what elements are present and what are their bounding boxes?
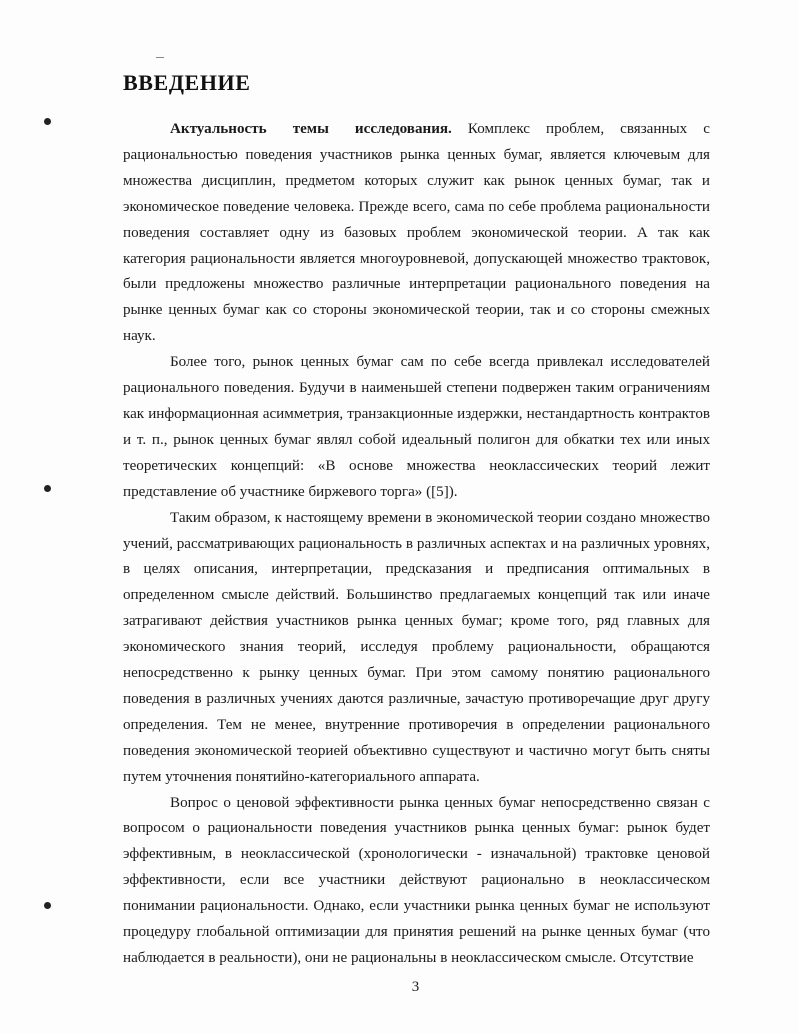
section-title: ВВЕДЕНИЕ bbox=[123, 70, 251, 95]
paragraph bbox=[123, 117, 710, 350]
lead-in-heading: Актуальность темы исследования. bbox=[170, 121, 452, 137]
binder-hole-dot bbox=[44, 902, 51, 909]
paragraph: Вопрос о ценовой эффективности рынка ценных бумаг непосредственно связан с вопросом о рациональности поведения участников рынка ценных бумаг: рынок будет эффективным, в неоклассической (хронологически - изначальной) трактовке ценовой эффективности, если все участники действуют рационально в неоклассическом понимании рациональности. Однако, если участники рынка ценных бумаг не используют процедуру глобальной оптимизации для принятия решений на рынке ценных бумаг (что наблюдается в реальности), они не рациональны в неоклассическом смысле. Отсутствие bbox=[123, 794, 710, 966]
body-text bbox=[123, 117, 710, 972]
paragraph: Более того, рынок ценных бумаг сам по себе всегда привлекал исследователей рационального поведения. Будучи в наименьшей степени подвержен таким ограничениям как информационная асимметрия, транзакционные издержки, нестандартность контрактов и т. п., рынок ценных бумаг являл собой идеальный полигон для обкатки тех или иных теоретических концепций: «В основе множества неоклассических теорий лежит представление об участнике биржевого торга» ([5]). bbox=[123, 354, 710, 500]
paragraph-text: Комплекс проблем, связанных с рациональностью поведения участников рынка ценных бумаг, является ключевым для множества дисциплин, предметом которых служит как рынок ценных бумаг, так и экономическое поведение человека. Прежде всего, сама по себе проблема рациональности поведения составляет одну из базовых проблем экономической теории. А так как категория рациональности является многоуровневой, допускающей множество трактовок, были предложены множество различные интерпретации рационального поведения на рынке ценных бумаг как со стороны экономической теории, так и со стороны смежных наук. bbox=[123, 121, 710, 345]
scan-artifact bbox=[156, 57, 164, 58]
binder-hole-dot bbox=[44, 485, 51, 492]
paragraph: Таким образом, к настоящему времени в экономической теории создано множество учений, рассматривающих рациональность в различных аспектах и на различных уровнях, в целях описания, интерпретации, предсказания и предписания оптимальных в определенном смысле действий. Большинство предлагаемых концепций так или иначе затрагивают действия участников рынка ценных бумаг; кроме того, ряд главных для экономического знания теорий, исследуя проблему рациональности, обращаются непосредственно к рынку ценных бумаг. При этом самому понятию рационального поведения в различных учениях даются различные, зачастую противоречащие друг другу определения. Тем не менее, внутренние противоречия в определении рационального поведения экономической теорией объективно существуют и частично могут быть сняты путем уточнения понятийно-категориального аппарата. bbox=[123, 509, 710, 785]
page-number: 3 bbox=[411, 979, 420, 995]
binder-hole-dot bbox=[44, 118, 51, 125]
